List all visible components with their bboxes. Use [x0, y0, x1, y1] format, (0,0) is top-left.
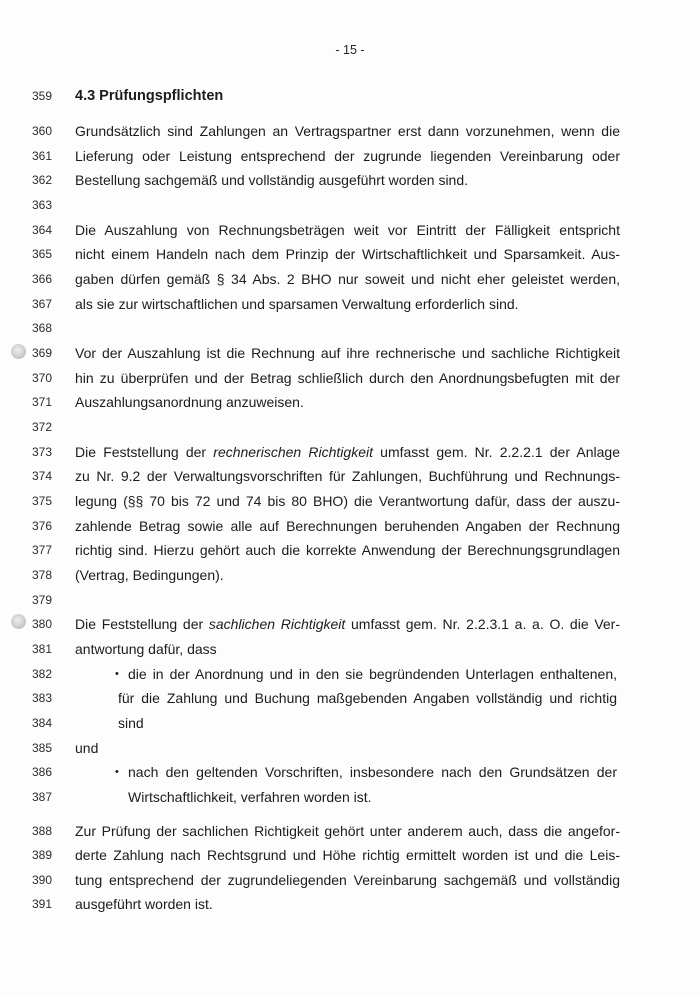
document-line [0, 417, 700, 437]
line-text [128, 762, 617, 782]
document-line [0, 195, 700, 215]
text-segment: umfasst gem. Nr. 2.2.3.1 a. a. O. die Ver- [345, 616, 620, 633]
text-segment: gaben dürfen gemäß § 34 Abs. 2 BHO nur soweit und nicht eher geleistet werden, [75, 271, 620, 287]
line-text [118, 688, 617, 708]
text-segment: Vor der Auszahlung ist die Rechnung auf ihre rechnerische und sachliche Richtigkeit [75, 345, 620, 361]
document-line [0, 318, 700, 338]
document-line [0, 821, 700, 841]
document-line [0, 368, 700, 388]
line-number: 369 [31, 346, 52, 360]
line-number: 365 [31, 247, 52, 262]
line-text [75, 220, 620, 240]
line-number: 386 [31, 765, 52, 780]
line-number: 376 [31, 518, 52, 533]
line-text [75, 738, 620, 758]
text-segment: antwortung dafür, dass [75, 641, 217, 658]
document-line [0, 392, 700, 412]
page-number: - 15 - [335, 43, 365, 57]
text-segment: tung entsprechend der zugrundeliegenden Vereinbarung sachgemäß und vollständig [75, 871, 620, 888]
document-line [0, 516, 700, 536]
line-number: 363 [31, 198, 52, 212]
text-segment: als sie zur wirtschaftlichen und sparsamen Verwaltung erforderlich sind. [75, 295, 519, 312]
line-text [75, 269, 620, 289]
line-text [128, 664, 617, 684]
document-line [0, 540, 700, 560]
document-line [0, 466, 700, 486]
line-number: 367 [31, 296, 52, 311]
line-text [75, 121, 620, 141]
document-line [0, 713, 700, 733]
text-segment: derte Zahlung nach Rechtsgrund und Höhe richtig ermittelt worden ist und die Leis- [75, 847, 620, 864]
document-line [0, 845, 700, 865]
line-text [75, 540, 620, 560]
text-segment: nicht einem Handeln nach dem Prinzip der Wirtschaftlichkeit und Sparsamkeit. Aus- [75, 246, 620, 263]
line-number: 368 [31, 321, 52, 336]
text-segment: nach den geltenden Vorschriften, insbesondere nach den Grundsätzen der [128, 764, 617, 781]
line-number: 375 [31, 494, 52, 509]
line-text [75, 294, 620, 314]
document-line [0, 738, 700, 758]
section-heading: 4.3 Prüfungspflichten [75, 88, 224, 104]
line-number: 381 [31, 642, 52, 657]
text-segment: ausgeführt worden ist. [75, 896, 213, 913]
line-number: 391 [31, 897, 52, 912]
line-text [75, 146, 620, 166]
line-number: 361 [31, 148, 52, 163]
text-segment: Die Feststellung der [75, 443, 214, 460]
text-segment: (Vertrag, Bedingungen). [75, 567, 224, 584]
line-text [118, 713, 617, 733]
document-line [0, 170, 700, 190]
document-line [0, 762, 700, 782]
line-text [75, 392, 620, 412]
line-text [75, 845, 620, 865]
document-line [0, 688, 700, 708]
document-line [0, 614, 700, 634]
bullet-marker: • [115, 667, 119, 680]
text-segment: sind [118, 715, 144, 732]
document-line [0, 787, 700, 807]
line-number: 378 [31, 568, 52, 583]
line-text [75, 870, 620, 890]
text-segment: Die Feststellung der [75, 616, 209, 633]
line-text [75, 466, 620, 486]
line-number: 366 [31, 272, 52, 286]
text-segment: Lieferung oder Leistung entsprechend der zugrunde liegenden Vereinbarung oder [75, 147, 620, 164]
document-line [0, 491, 700, 511]
document-line [0, 664, 700, 684]
emphasized-text: rechnerischen Richtigkeit [213, 443, 373, 460]
document-line [0, 442, 700, 462]
line-number: 377 [31, 543, 52, 558]
document-line [0, 870, 700, 890]
line-number: 374 [31, 469, 52, 484]
line-number: 380 [31, 617, 52, 632]
line-text [75, 614, 620, 634]
binder-hole [11, 614, 26, 629]
document-line [0, 220, 700, 240]
line-text [75, 442, 620, 462]
text-segment: zu Nr. 9.2 der Verwaltungsvorschriften für Zahlungen, Buchführung und Rechnungs- [75, 468, 620, 485]
line-number: 362 [31, 173, 52, 188]
line-number: 360 [31, 124, 52, 138]
section-heading-row [0, 86, 700, 106]
line-number: 370 [31, 370, 52, 385]
bullet-marker: • [115, 766, 119, 779]
document-line [0, 894, 700, 914]
line-text [75, 639, 620, 659]
text-segment: umfasst gem. Nr. 2.2.2.1 der Anlage [372, 443, 620, 460]
text-segment: legung (§§ 70 bis 72 und 74 bis 80 BHO) die Verantwortung dafür, dass der auszu- [75, 493, 620, 510]
text-segment: Grundsätzlich sind Zahlungen an Vertragspartner erst dann vorzunehmen, wenn die [75, 123, 620, 139]
document-line [0, 269, 700, 289]
line-number: 364 [31, 222, 52, 237]
binder-hole [11, 344, 26, 359]
line-number: 389 [31, 848, 52, 863]
line-text [75, 894, 620, 914]
line-number: 379 [31, 592, 52, 607]
document-line [0, 294, 700, 314]
line-number: 385 [31, 740, 52, 755]
document-line [0, 244, 700, 264]
line-number: 388 [31, 824, 52, 838]
document-line [0, 121, 700, 141]
line-text [75, 368, 620, 388]
line-text [75, 516, 620, 536]
text-segment: die in der Anordnung und in den sie begründenden Unterlagen enthaltenen, [128, 665, 617, 682]
document-line [0, 146, 700, 166]
line-number: 372 [31, 420, 52, 434]
line-text [75, 491, 620, 511]
line-number: 371 [31, 395, 52, 410]
line-text [75, 821, 620, 841]
line-number: 384 [31, 716, 52, 731]
text-segment: Bestellung sachgemäß und vollständig ausgeführt worden sind. [75, 172, 469, 189]
line-text [75, 565, 620, 585]
text-segment: richtig sind. Hierzu gehört auch die korrekte Anwendung der Berechnungsgrundlagen [75, 542, 620, 559]
line-number: 383 [31, 691, 52, 706]
document-line [0, 639, 700, 659]
line-text [128, 787, 617, 807]
text-segment: Wirtschaftlichkeit, verfahren worden ist. [128, 789, 372, 806]
text-segment: zahlende Betrag sowie alle auf Berechnungen beruhenden Angaben der Rechnung [75, 517, 620, 534]
line-number: 373 [31, 444, 52, 459]
text-segment: Zur Prüfung der sachlichen Richtigkeit gehört unter anderem auch, dass die angefor- [75, 823, 620, 839]
line-text [75, 170, 620, 190]
text-segment: und [75, 739, 99, 756]
line-text [75, 244, 620, 264]
line-text [75, 343, 620, 363]
text-segment: Die Auszahlung von Rechnungsbeträgen weit vor Eintritt der Fälligkeit entspricht [75, 221, 620, 238]
line-number: 390 [31, 872, 52, 887]
line-number: 382 [31, 666, 52, 681]
document-line [0, 590, 700, 610]
line-number: 359 [31, 89, 52, 103]
document-line [0, 565, 700, 585]
document-line [0, 343, 700, 363]
text-segment: Auszahlungsanordnung anzuweisen. [75, 394, 304, 411]
text-segment: hin zu überprüfen und der Betrag schließlich durch den Anordnungsbefugten mit der [75, 369, 620, 386]
emphasized-text: sachlichen Richtigkeit [208, 616, 346, 633]
line-number: 387 [31, 790, 52, 805]
text-segment: für die Zahlung und Buchung maßgebenden Angaben vollständig und richtig [118, 690, 617, 707]
